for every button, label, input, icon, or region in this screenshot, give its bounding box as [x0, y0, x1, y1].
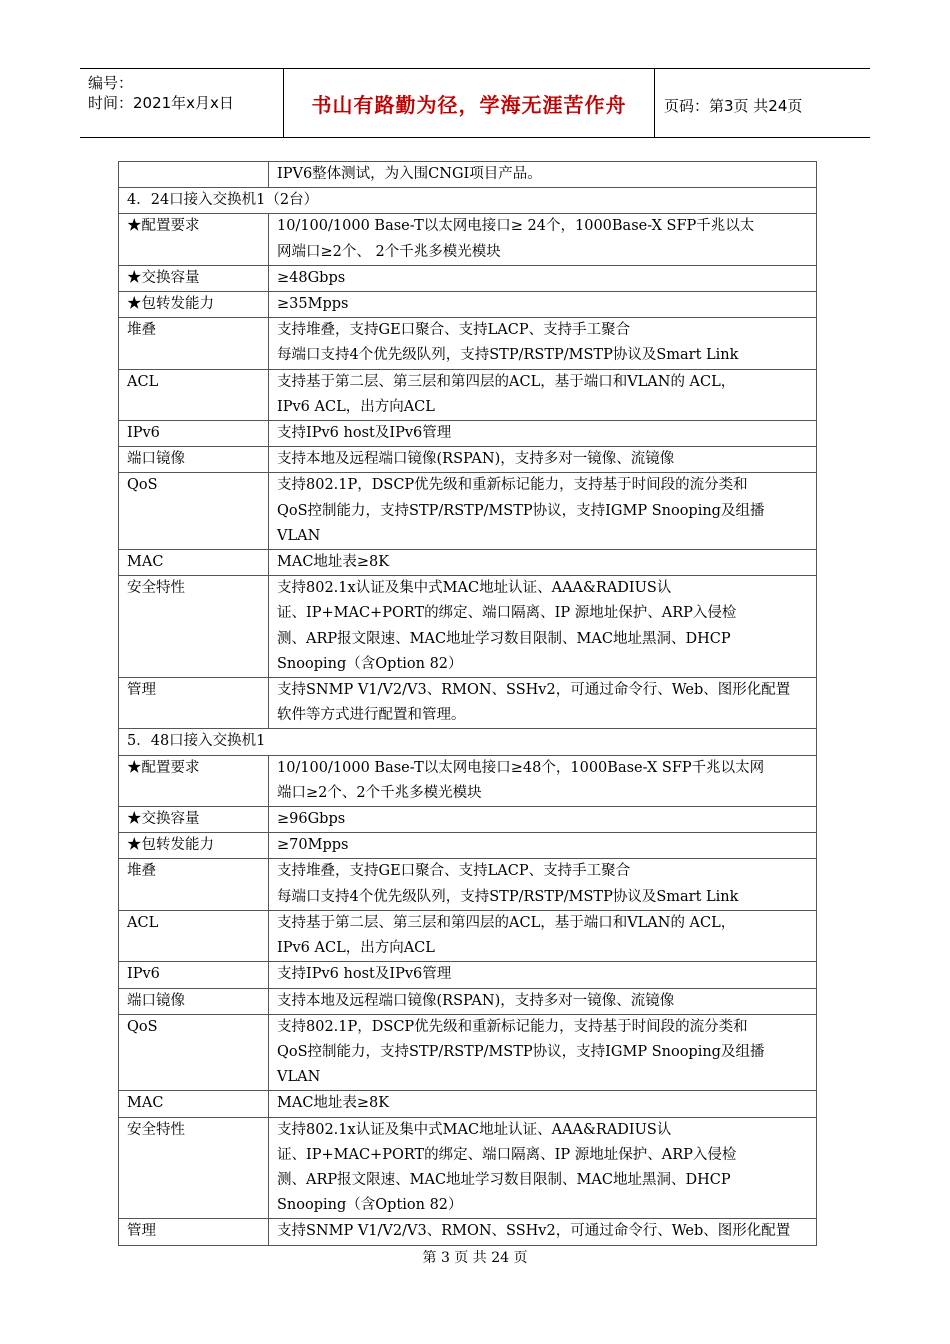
row-label: ★配置要求 [119, 755, 269, 806]
row-value-line: QoS控制能力，支持STP/RSTP/MSTP协议，支持IGMP Snooping及组播 [277, 1043, 765, 1060]
table-row [119, 162, 817, 188]
section-row [119, 188, 817, 214]
row-value-line: 10/100/1000 Base-T以太网电接口≥ 24个，1000Base-X SFP千兆以太 [277, 218, 755, 235]
row-label: ★配置要求 [119, 214, 269, 265]
table-row [119, 988, 817, 1014]
table-row [119, 214, 817, 265]
table-row [119, 292, 817, 318]
row-label: 堆叠 [119, 859, 269, 910]
row-value-line: 支持802.1x认证及集中式MAC地址认证、AAA&RADIUS认 [277, 1121, 672, 1138]
row-value [269, 807, 817, 833]
row-value-line: 支持SNMP V1/V2/V3、RMON、SSHv2，可通过命令行、Web、图形化配置 [277, 1223, 791, 1240]
table-row [119, 576, 817, 678]
row-value [269, 447, 817, 473]
row-value [269, 369, 817, 420]
table-row [119, 910, 817, 961]
row-label [119, 162, 269, 188]
row-label: 堆叠 [119, 318, 269, 369]
row-label: QoS [119, 1014, 269, 1091]
row-value-line: Snooping（含Option 82） [277, 1197, 463, 1214]
row-value-line: 证、IP+MAC+PORT的绑定、端口隔离、IP 源地址保护、ARP入侵检 [277, 1146, 737, 1163]
row-value-line: 每端口支持4个优先级队列，支持STP/RSTP/MSTP协议及Smart Link [277, 347, 739, 364]
section-title: 5．48口接入交换机1 [119, 729, 817, 755]
row-value [269, 162, 817, 188]
row-value-line: Snooping（含Option 82） [277, 655, 463, 672]
row-label: ★交换容量 [119, 265, 269, 291]
row-label: ACL [119, 910, 269, 961]
row-value [269, 265, 817, 291]
row-value-line: 支持IPv6 host及IPv6管理 [277, 425, 452, 442]
table-row [119, 755, 817, 806]
row-value-line: VLAN [277, 527, 321, 544]
row-value [269, 292, 817, 318]
row-value-line: IPv6 ACL，出方向ACL [277, 940, 435, 957]
row-value-line: 端口≥2个、2个千兆多模光模块 [277, 784, 482, 801]
row-value [269, 910, 817, 961]
row-value-line: 测、ARP报文限速、MAC地址学习数目限制、MAC地址黑洞、DHCP [277, 630, 731, 647]
row-value-line: 支持基于第二层、第三层和第四层的ACL，基于端口和VLAN的 ACL， [277, 373, 736, 390]
row-value [269, 318, 817, 369]
header-divider [654, 69, 655, 137]
row-value-line: VLAN [277, 1069, 321, 1086]
table-row [119, 1014, 817, 1091]
row-value-line: QoS控制能力，支持STP/RSTP/MSTP协议，支持IGMP Snooping及组播 [277, 502, 765, 519]
section-title: 4．24口接入交换机1（2台） [119, 188, 817, 214]
row-value [269, 1219, 817, 1245]
row-label: QoS [119, 473, 269, 550]
row-value-line: ≥48Gbps [277, 269, 346, 286]
row-value-line: MAC地址表≥8K [277, 1095, 390, 1112]
row-label: 端口镜像 [119, 988, 269, 1014]
row-value [269, 214, 817, 265]
table-row [119, 550, 817, 576]
table-row [119, 833, 817, 859]
row-value-line: 支持IPv6 host及IPv6管理 [277, 966, 452, 983]
row-label: ★包转发能力 [119, 292, 269, 318]
table-row [119, 1091, 817, 1117]
row-value-line: 测、ARP报文限速、MAC地址学习数目限制、MAC地址黑洞、DHCP [277, 1171, 731, 1188]
table-row [119, 318, 817, 369]
table-row [119, 473, 817, 550]
row-label: IPv6 [119, 962, 269, 988]
table-row [119, 369, 817, 420]
row-value [269, 1117, 817, 1219]
page-footer: 第 3 页 共 24 页 [422, 1250, 528, 1266]
header-number: 编号： [88, 74, 134, 92]
table-row [119, 678, 817, 729]
row-value-line: 网端口≥2个、 2个千兆多模光模块 [277, 243, 501, 260]
table-row [119, 421, 817, 447]
spec-table [118, 161, 817, 1246]
row-value [269, 1091, 817, 1117]
row-label: ★包转发能力 [119, 833, 269, 859]
row-label: ★交换容量 [119, 807, 269, 833]
row-value-line: 支持本地及远程端口镜像(RSPAN)，支持多对一镜像、流镜像 [277, 992, 675, 1009]
row-value [269, 576, 817, 678]
spec-table-body [119, 162, 817, 1246]
section-row [119, 729, 817, 755]
table-row [119, 962, 817, 988]
header-meta [88, 73, 234, 113]
table-row [119, 1219, 817, 1245]
row-value-line: 支持基于第二层、第三层和第四层的ACL，基于端口和VLAN的 ACL， [277, 914, 736, 931]
row-value [269, 678, 817, 729]
table-row [119, 1117, 817, 1219]
header-motto: 书山有路勤为径，学海无涯苦作舟 [311, 93, 627, 117]
row-label: IPv6 [119, 421, 269, 447]
row-value [269, 473, 817, 550]
table-row [119, 265, 817, 291]
row-value [269, 421, 817, 447]
row-label: MAC [119, 550, 269, 576]
row-value [269, 859, 817, 910]
table-row [119, 859, 817, 910]
row-value [269, 833, 817, 859]
row-value-line: ≥96Gbps [277, 811, 346, 828]
table-row [119, 447, 817, 473]
row-value-line: 支持802.1x认证及集中式MAC地址认证、AAA&RADIUS认 [277, 580, 672, 597]
row-label: 管理 [119, 678, 269, 729]
row-value-line: ≥70Mpps [277, 837, 349, 854]
row-value-line: 证、IP+MAC+PORT的绑定、端口隔离、IP 源地址保护、ARP入侵检 [277, 605, 737, 622]
row-value-line: 支持堆叠，支持GE口聚合、支持LACP、支持手工聚合 [277, 863, 631, 880]
row-value-line: ≥35Mpps [277, 296, 349, 313]
row-value-line: 支持堆叠，支持GE口聚合、支持LACP、支持手工聚合 [277, 322, 631, 339]
header-date: 时间：2021年x月x日 [88, 94, 234, 112]
row-value-line: 每端口支持4个优先级队列，支持STP/RSTP/MSTP协议及Smart Link [277, 888, 739, 905]
row-value-line: MAC地址表≥8K [277, 554, 390, 571]
row-value [269, 962, 817, 988]
row-label: 安全特性 [119, 1117, 269, 1219]
row-value-line: 软件等方式进行配置和管理。 [277, 707, 466, 724]
row-value [269, 988, 817, 1014]
row-label: ACL [119, 369, 269, 420]
page-header [80, 68, 870, 138]
row-label: 安全特性 [119, 576, 269, 678]
row-value-line: 支持本地及远程端口镜像(RSPAN)，支持多对一镜像、流镜像 [277, 451, 675, 468]
row-value-line: 10/100/1000 Base-T以太网电接口≥48个，1000Base-X SFP千兆以太网 [277, 759, 765, 776]
row-value-line: IPv6 ACL，出方向ACL [277, 398, 435, 415]
row-label: 管理 [119, 1219, 269, 1245]
row-value-line: 支持802.1P，DSCP优先级和重新标记能力，支持基于时间段的流分类和 [277, 477, 748, 494]
row-value [269, 755, 817, 806]
row-label: 端口镜像 [119, 447, 269, 473]
header-page-number: 页码：第3页 共24页 [664, 97, 803, 115]
row-value-line: 支持SNMP V1/V2/V3、RMON、SSHv2，可通过命令行、Web、图形化配置 [277, 682, 791, 699]
row-value-line: IPV6整体测试，为入围CNGI项目产品。 [277, 166, 542, 182]
row-value [269, 550, 817, 576]
row-label: MAC [119, 1091, 269, 1117]
table-row [119, 807, 817, 833]
row-value [269, 1014, 817, 1091]
row-value-line: 支持802.1P，DSCP优先级和重新标记能力，支持基于时间段的流分类和 [277, 1018, 748, 1035]
